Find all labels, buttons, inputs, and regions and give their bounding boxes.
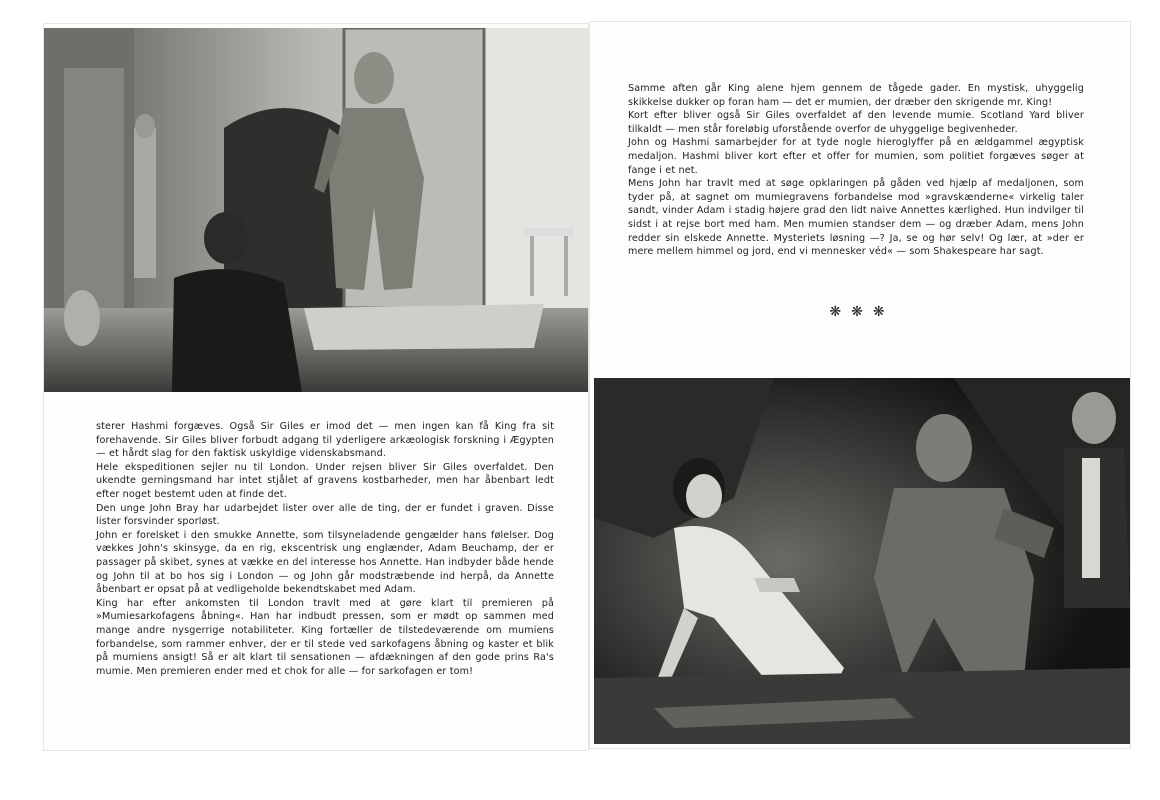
right-paragraph-2: Kort efter bliver også Sir Giles overfaldet af den levende mumie. Scotland Yard bliver tilkaldt — men står foreløbig uforstående overfor de uhyggelige begivenheder. [628, 110, 1084, 135]
left-paragraph-1: sterer Hashmi forgæves. Også Sir Giles er imod det — men ingen kan få King fra sit forehavende. Sir Giles bliver forbudt adgang til yderligere arkæologisk forskning i Ægypten — et hårdt slag for den faktisk uskyldige videnskabsmand. [96, 421, 554, 460]
left-page-text [96, 420, 554, 678]
left-page [44, 24, 588, 750]
right-paragraph-4: Mens John har travlt med at søge opklaringen på gåden ved hjælp af medaljonen, som tyder på, at sagnet om mumiegravens forbandelse mod »gravskænderne« virkelig taler sandt, vinder Adam i stadig højere grad den lidt naive Annettes kærlighed. Hun indvilger til sidst i at rejse bort med ham. Men mumien standser dem — og dræber Adam, mens John redder sin elskede Annette. Mysteriets løsning —? Ja, se og hør selv! Og lær, at »der er mere mellem himmel og jord, end vi mennesker véd« — som Shakespeare har sagt. [628, 178, 1084, 258]
woman-and-mummy-photo [594, 378, 1130, 744]
right-page [590, 22, 1130, 748]
left-paragraph-3: Den unge John Bray har udarbejdet lister over alle de ting, der er fundet i graven. Disse lister forsvinder sporløst. [96, 502, 554, 528]
right-page-text [628, 82, 1084, 259]
left-paragraph-4: John er forelsket i den smukke Annette, som tilsyneladende gengælder hans følelser. Dog vækkes John's skinsyge, da en rig, ekscentrisk ung englænder, Adam Beuchamp, der er passager på skibet, synes at vække en del interesse hos Annette. Han indbyder både hende og John til at bo hos sig i London — og John går modstræbende ind herpå, da Annette åbenbart er opsat på at vedligeholde bekendtskabet med Adam. [96, 529, 554, 596]
woman-and-mummy-illustration [594, 378, 1130, 744]
section-ornament: ❋❋❋ [829, 304, 895, 320]
right-paragraph-3: John og Hashmi samarbejder for at tyde nogle hieroglyffer på en ældgammel ægyptisk medaljon. Hashmi bliver kort efter et offer for mumien, som politiet forgæves søger at fange i et net. [628, 137, 1084, 176]
left-paragraph-2: Hele ekspeditionen sejler nu til London. Under rejsen bliver Sir Giles overfaldet. Den ukendte gerningsmand har intet stjålet af gravens kostbarheder, men har åbenbart ledt efter noget bestemt uden at finde det. [96, 461, 554, 500]
right-paragraph-1: Samme aften går King alene hjem gennem de tågede gader. En mystisk, uhyggelig skikkelse dukker op foran ham — det er mumien, der dræber den skrigende mr. King! [628, 83, 1084, 108]
left-paragraph-5: King har efter ankomsten til London travlt med at gøre klart til premieren på »Mumiesarkofagens åbning«. Han har indbudt pressen, som er mødt op sammen med mange andre nysgerrige notabiliteter. King fortæller de tilstedeværende om mumiens forbandelse, som rammer enhver, der er til stede ved sarkofagens åbning og kaster et blik på mumiens ansigt! Så er alt klart til sensationen — afdækningen af den gode prins Ra's mumie. Men premieren ender med et chok for alle — for sarkofagen er tom! [96, 597, 554, 677]
mummy-exhibit-photo [44, 28, 588, 392]
mummy-exhibit-illustration [44, 28, 588, 392]
